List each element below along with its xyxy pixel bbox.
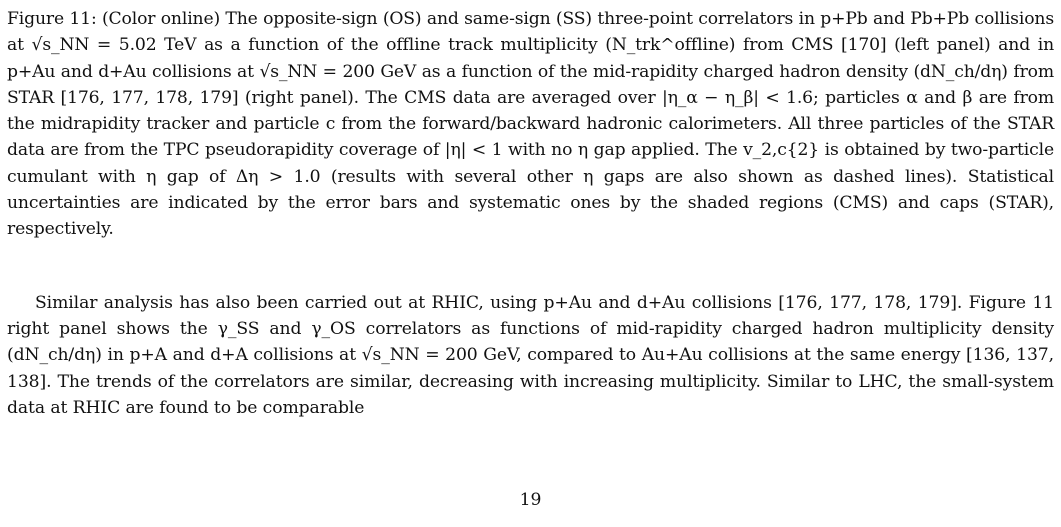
document-page — [7, 6, 1054, 421]
page-number: 19 — [519, 490, 542, 510]
caption-label: Figure 11: — [7, 9, 97, 29]
body-paragraph: Similar analysis has also been carried out at RHIC, using p+Au and d+Au collisions [176, 177, 178, 179]. Figure 11 right panel shows the γ_SS and γ_OS correlators as functions of mid-rapidity charged hadron multiplicity density (dN_ch/dη) in p+A and d+A collisions at √s_NN = 200 GeV, compared to Au+Au collisions at the same energy [136, 137, 138]. The trends of the correlators are similar, decreasing with increasing multiplicity. Similar to LHC, the small-system data at RHIC are found to be comparable — [7, 292, 1054, 418]
figure-caption — [7, 6, 1054, 243]
caption-text: (Color online) The opposite-sign (OS) and same-sign (SS) three-point correlators in p+Pb and Pb+Pb collisions at √s_NN = 5.02 TeV as a function of the offline track multiplicity (N_trk^offline) from CMS [170] (left panel) and in p+Au and d+Au collisions at √s_NN = 200 GeV as a function of the mid-rapidity charged hadron density (dN_ch/dη) from STAR [176, 177, 178, 179] (right panel). The CMS data are averaged over |η_α − η_β| < 1.6; particles α and β are from the midrapidity tracker and particle c from the forward/backward hadronic calorimeters. All three particles of the STAR data are from the TPC pseudorapidity coverage of |η| < 1 with no η gap applied. The v_2,c{2} is obtained by two-particle cumulant with η gap of Δη > 1.0 (results with several other η gaps are also shown as dashed lines). Statistical uncertainties are indicated by the error bars and systematic ones by the shaded regions (CMS) and caps (STAR), respectively. — [7, 9, 1054, 240]
